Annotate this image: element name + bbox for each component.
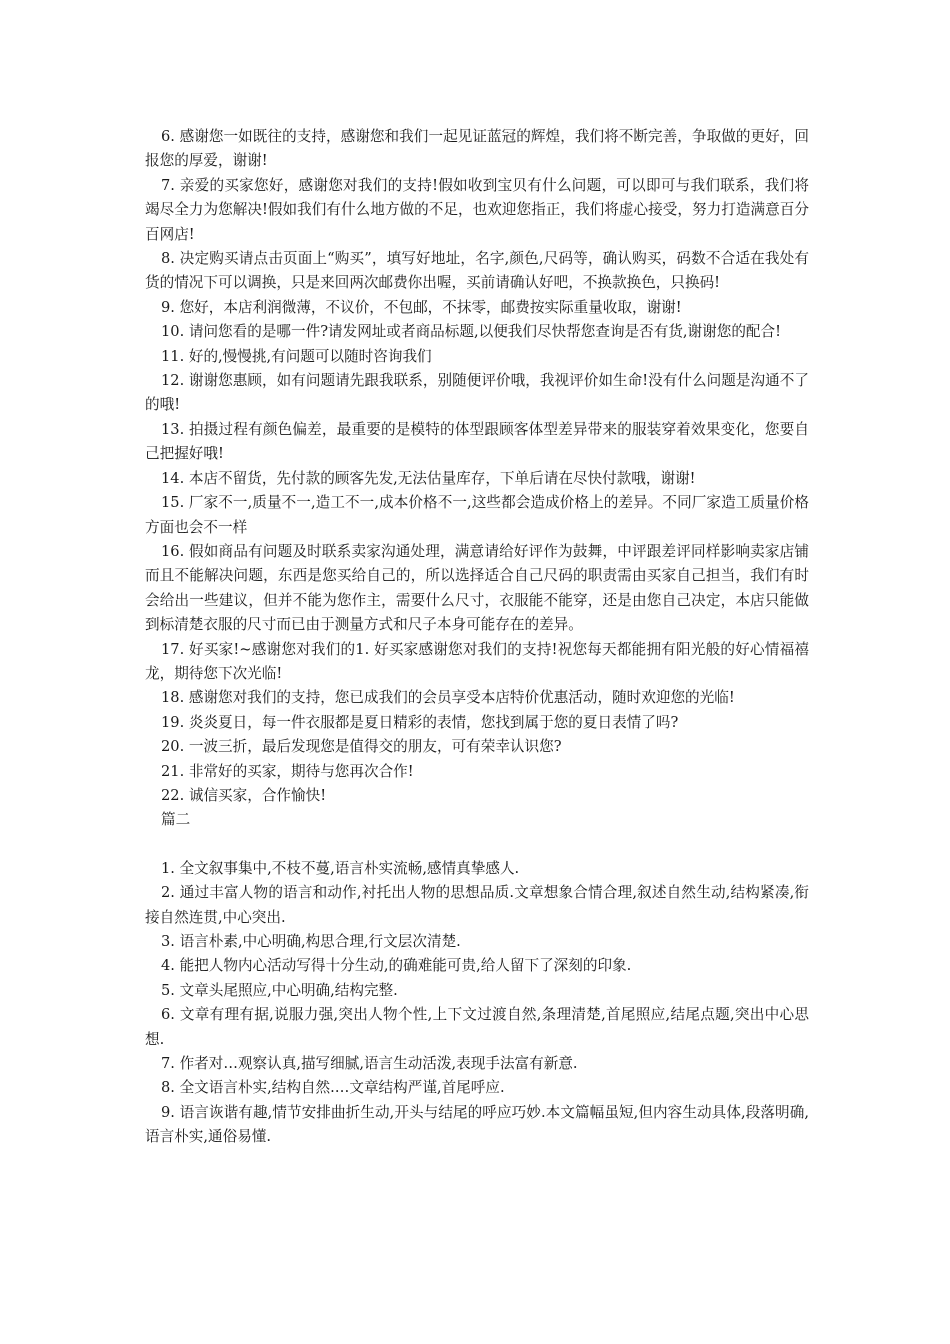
list-item: 15. 厂家不一,质量不一,造工不一,成本价格不一,这些都会造成价格上的差异。不同厂家造工质量价格方面也会不一样	[145, 494, 809, 536]
list-item: 13. 拍摄过程有颜色偏差，最重要的是模特的体型跟顾客体型差异带来的服装穿着效果变化，您要自己把握好哦!	[145, 420, 809, 463]
list-item: 20. 一波三折，最后发现您是值得交的朋友，可有荣幸认识您?	[161, 738, 562, 756]
list-item: 6. 感谢您一如既往的支持，感谢您和我们一起见证蓝冠的辉煌，我们将不断完善，争取做的更好，回报您的厚爱，谢谢!	[145, 128, 809, 170]
list-item: 10. 请问您看的是哪一件?请发网址或者商品标题,以便我们尽快帮您查询是否有货,谢谢您的配合!	[161, 323, 781, 341]
list-item: 22. 诚信买家，合作愉快!	[161, 786, 327, 804]
document-body	[145, 125, 809, 1150]
section-heading: 篇二	[161, 811, 191, 829]
list-item: 14. 本店不留货，先付款的顾客先发,无法估量库存，下单后请在尽快付款哦，谢谢!	[161, 469, 696, 487]
list-item: 12. 谢谢您惠顾，如有问题请先跟我联系，别随便评价哦，我视评价如生命!没有什么问题是沟通不了的哦!	[145, 372, 809, 414]
list-item: 18. 感谢您对我们的支持，您已成我们的会员享受本店特价优惠活动，随时欢迎您的光临!	[161, 689, 735, 707]
list-item: 4. 能把人物内心活动写得十分生动,的确难能可贵,给人留下了深刻的印象.	[161, 957, 632, 975]
list-item: 19. 炎炎夏日，每一件衣服都是夏日精彩的表情，您找到属于您的夏日表情了吗?	[161, 713, 679, 731]
list-item: 5. 文章头尾照应,中心明确,结构完整.	[161, 981, 398, 999]
list-item: 1. 全文叙事集中,不枝不蔓,语言朴实流畅,感情真挚感人.	[161, 859, 520, 877]
list-item: 6. 文章有理有据,说服力强,突出人物个性,上下文过渡自然,条理清楚,首尾照应,结尾点题,突出中心思想.	[145, 1006, 809, 1048]
list-item: 11. 好的,慢慢挑,有问题可以随时咨询我们	[161, 347, 432, 365]
list-item: 3. 语言朴素,中心明确,构思合理,行文层次清楚.	[161, 933, 461, 950]
list-item: 2. 通过丰富人物的语言和动作,衬托出人物的思想品质.文章想象合情合理,叙述自然生动,结构紧凑,衔接自然连贯,中心突出.	[145, 884, 809, 926]
list-item: 16. 假如商品有问题及时联系卖家沟通处理，满意请给好评作为鼓舞，中评跟差评同样影响卖家店铺而且不能解决问题，东西是您买给自己的，所以选择适合自己尺码的职责需由买家自己担当，我们有时会给出一些建议，但并不能为您作主，需要什么尺寸，衣服能不能穿，还是由您自己决定，本店只能做到标清楚衣服的尺寸而已由于测量方式和尺子本身可能存在的差异。	[145, 542, 809, 634]
list-item: 9. 您好，本店利润微薄，不议价，不包邮，不抹零，邮费按实际重量收取，谢谢!	[161, 298, 682, 316]
section-one	[145, 125, 809, 808]
list-item: 9. 语言诙谐有趣,情节安排曲折生动,开头与结尾的呼应巧妙.本文篇幅虽短,但内容生动具体,段落明确,语言朴实,通俗易懂.	[145, 1103, 809, 1146]
section-spacer	[145, 833, 809, 857]
list-item: 17. 好买家!~感谢您对我们的1. 好买家感谢您对我们的支持!祝您每天都能拥有阳光般的好心情福禧龙，期待您下次光临!	[145, 640, 809, 682]
list-item: 8. 全文语言朴实,结构自然.…文章结构严谨,首尾呼应.	[161, 1079, 505, 1097]
list-item: 8. 决定购买请点击页面上“购买”，填写好地址，名字,颜色,尺码等，确认购买，码数不合适在我处有货的情况下可以调换，只是来回两次邮费你出喔，买前请确认好吧，不换款换色，只换码!	[145, 250, 809, 292]
list-item: 7. 亲爱的买家您好，感谢您对我们的支持!假如收到宝贝有什么问题，可以即可与我们联系，我们将竭尽全力为您解决!假如我们有什么地方做的不足，也欢迎您指正，我们将虚心接受，努力打造满意百分百网店!	[145, 176, 809, 243]
list-item: 7. 作者对…观察认真,描写细腻,语言生动活泼,表现手法富有新意.	[161, 1055, 578, 1073]
section-two	[145, 857, 809, 1150]
list-item: 21. 非常好的买家，期待与您再次合作!	[161, 762, 414, 780]
